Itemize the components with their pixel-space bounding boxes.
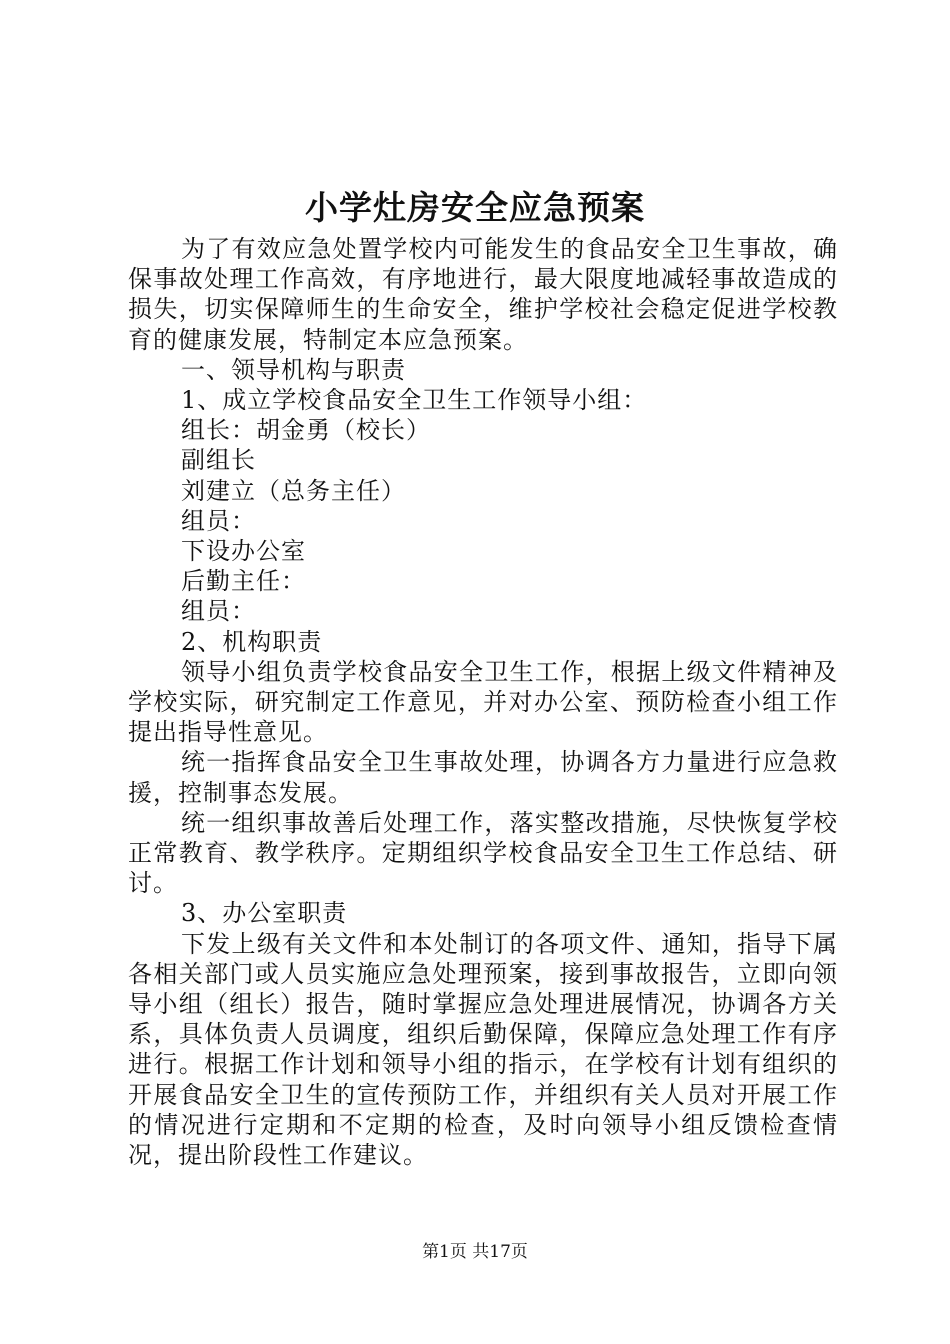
leader-line: 组长：胡金勇（校长） <box>181 416 431 445</box>
paragraph-intro: 为了有效应急处置学校内可能发生的食品安全卫生事故，确保事故处理工作高效，有序地进行，最大限度地减轻事故造成的损失，切实保障师生的生命安全，维护学校社会稳定促进学校教育的健康发展，特制定本应急预案。 <box>128 235 838 354</box>
paragraph-office-duties: 下发上级有关文件和本处制订的各项文件、通知，指导下属各相关部门或人员实施应急处理预案，接到事故报告，立即向领导小组（组长）报告，随时掌握应急处理进展情况，协调各方关系，具体负责人员调度，组织后勤保障，保障应急处理工作有序进行。根据工作计划和领导小组的指示，在学校有计划有组织的开展食品安全卫生的宣传预防工作，并组织有关人员对开展工作的情况进行定期和不定期的检查，及时向领导小组反馈检查情况，提出阶段性工作建议。 <box>128 929 838 1170</box>
office-line: 下设办公室 <box>181 537 306 566</box>
deputy-leader-line: 副组长 <box>181 446 256 475</box>
paragraph-duty-2: 统一指挥食品安全卫生事故处理，协调各方力量进行应急救援，控制事态发展。 <box>128 748 838 807</box>
document-title: 小学灶房安全应急预案 <box>305 188 645 227</box>
logistics-director-line: 后勤主任： <box>181 567 306 596</box>
page-footer: 第1页 共17页 <box>422 1242 528 1262</box>
subsection-heading-duties: 2、机构职责 <box>181 627 323 656</box>
members-line: 组员： <box>181 506 256 535</box>
document-body <box>128 234 838 1170</box>
section-heading-leadership: 一、领导机构与职责 <box>181 355 406 384</box>
subsection-heading-group: 1、成立学校食品安全卫生工作领导小组： <box>181 386 648 415</box>
deputy-leader-name: 刘建立（总务主任） <box>181 476 406 505</box>
paragraph-duty-1: 领导小组负责学校食品安全卫生工作，根据上级文件精神及学校实际，研究制定工作意见，并对办公室、预防检查小组工作提出指导性意见。 <box>128 657 838 747</box>
paragraph-duty-3: 统一组织事故善后处理工作，落实整改措施，尽快恢复学校正常教育、教学秩序。定期组织学校食品安全卫生工作总结、研讨。 <box>128 808 838 898</box>
subsection-heading-office-duties: 3、办公室职责 <box>181 899 348 928</box>
office-members-line: 组员： <box>181 597 256 626</box>
